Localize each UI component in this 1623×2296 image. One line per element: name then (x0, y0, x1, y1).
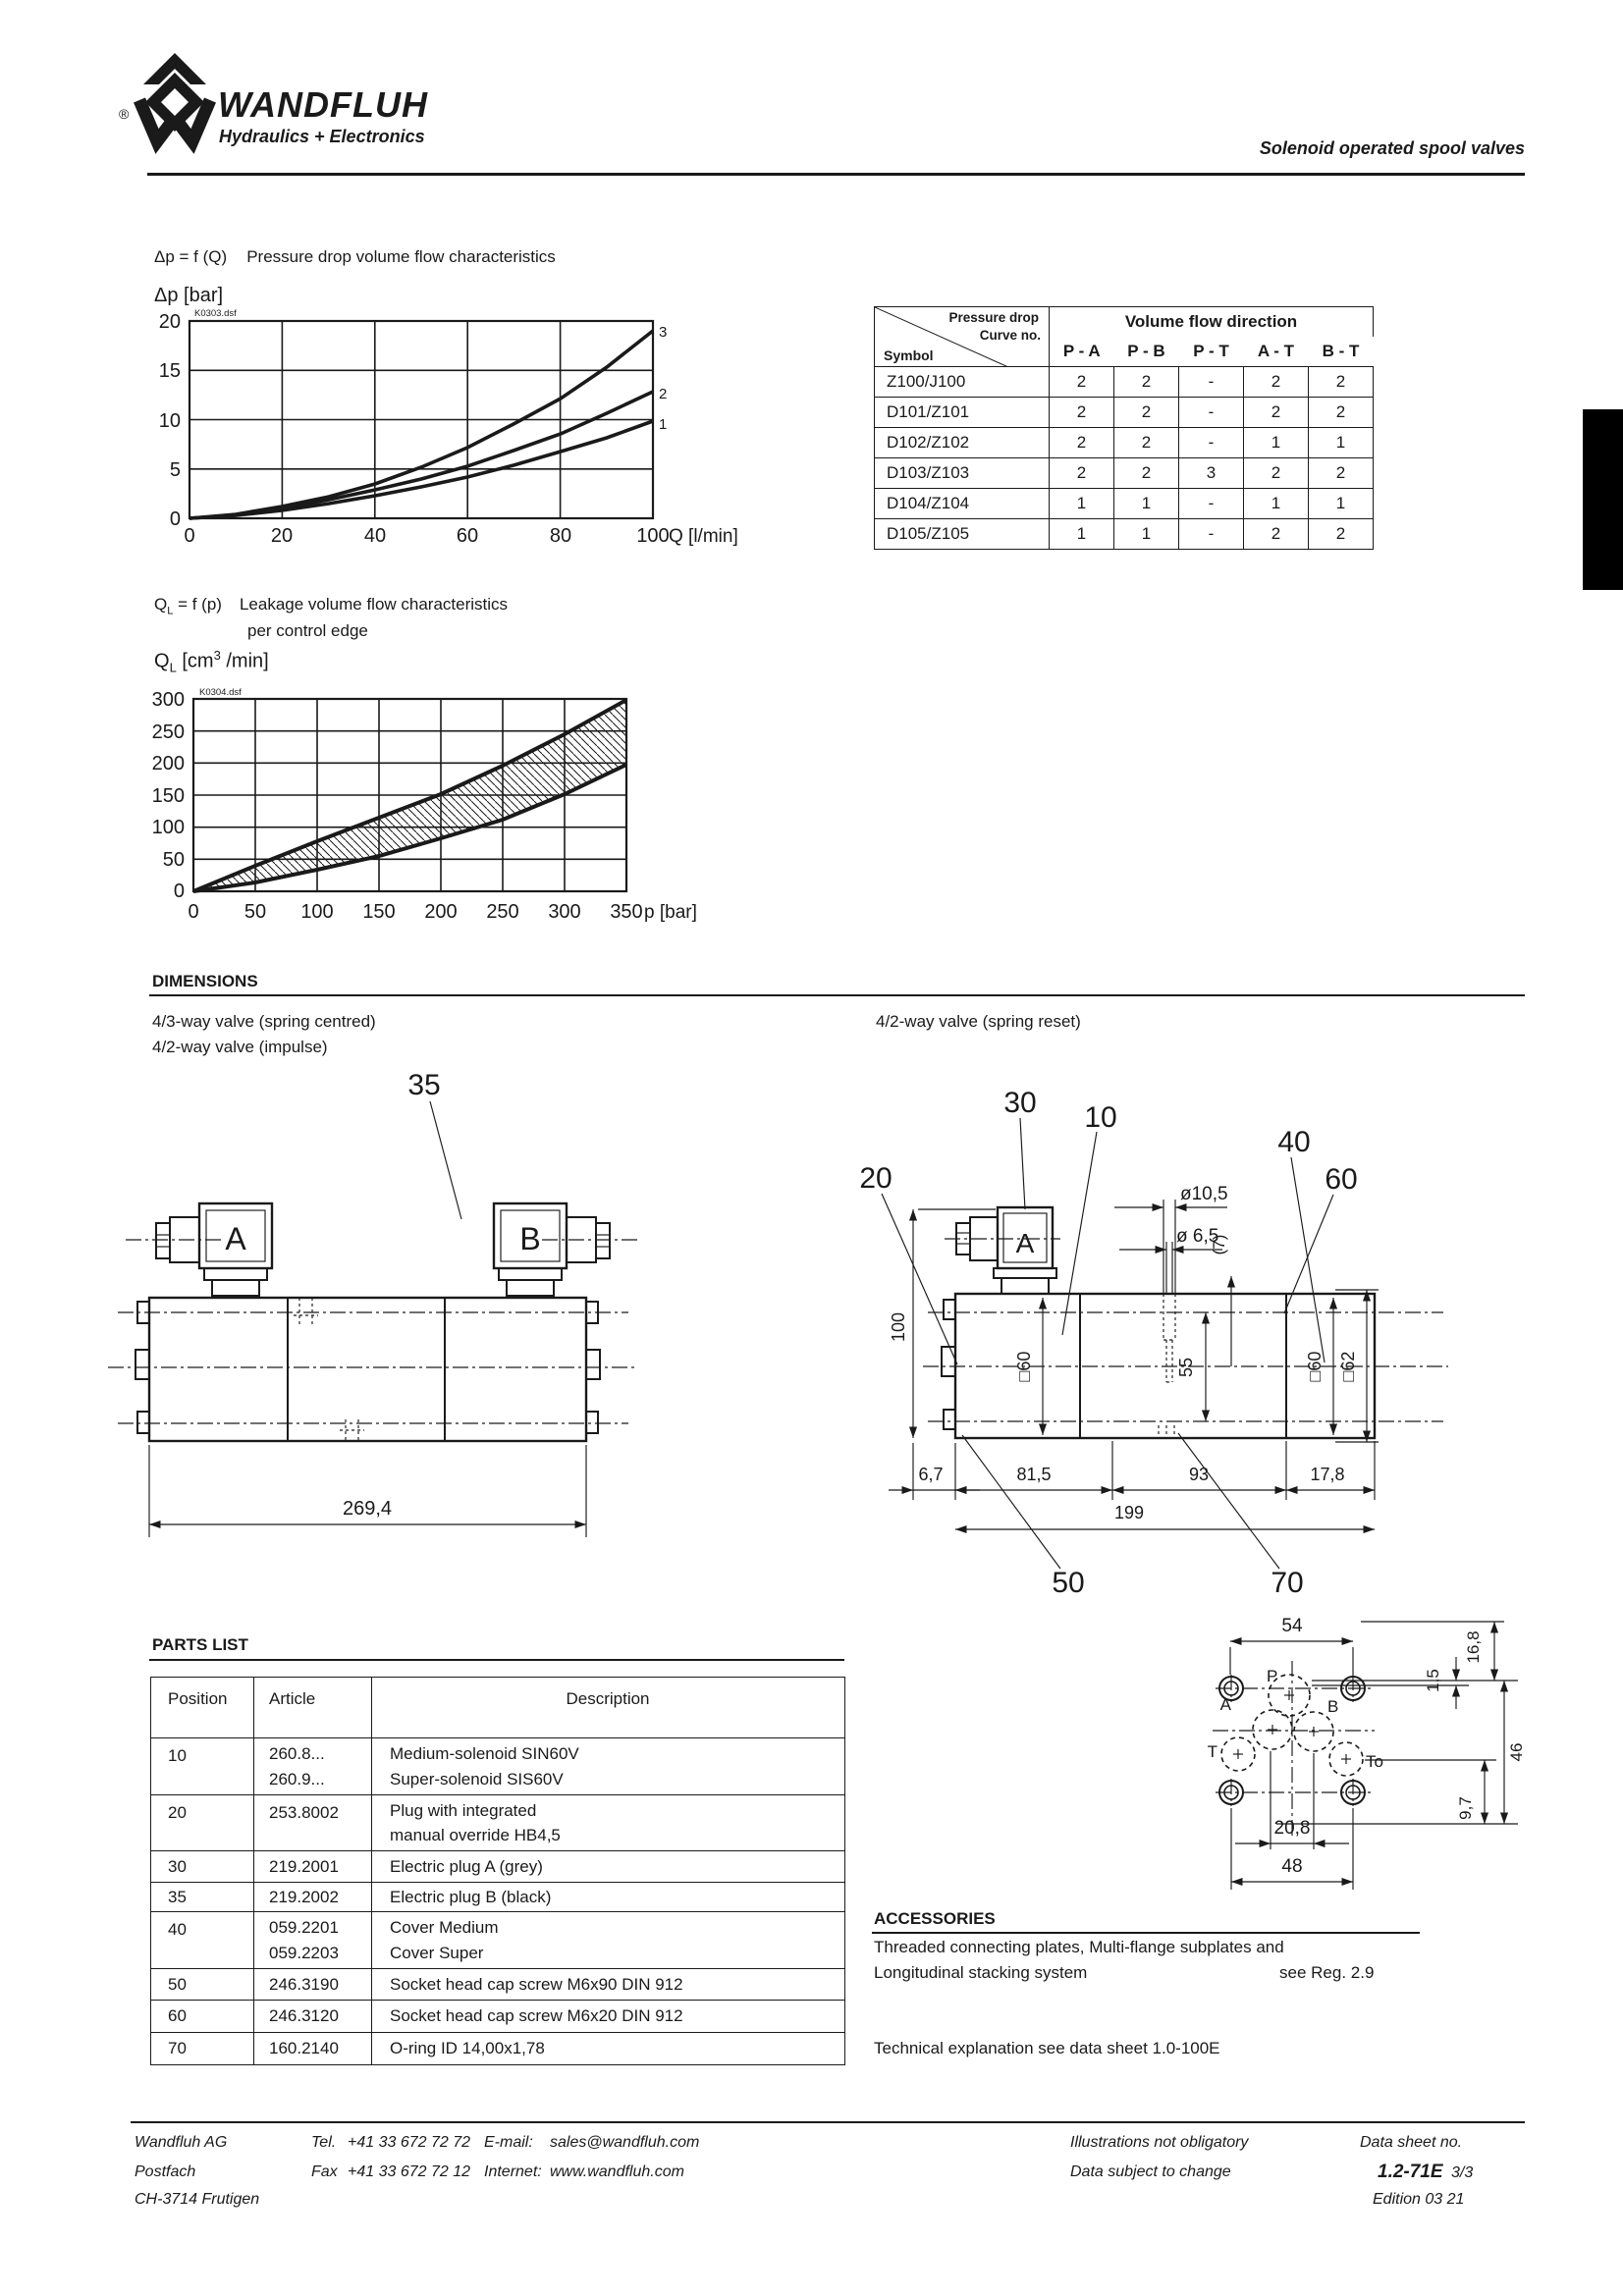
dim-sq60-left: □60 (1014, 1351, 1034, 1382)
parts-row: 20 253.8002 Plug with integrated manual override HB4,5 (151, 1795, 845, 1851)
svg-text:250: 250 (486, 901, 519, 923)
svg-text:50: 50 (162, 849, 185, 871)
x-tick-labels (184, 525, 669, 547)
dim-16-8: 16,8 (1464, 1630, 1483, 1664)
col-description: Description (372, 1678, 845, 1738)
footer-datasheet-label: Data sheet no. (1360, 2134, 1463, 2151)
footer-rule (131, 2121, 1525, 2123)
svg-text:100: 100 (151, 817, 185, 838)
diagonal-header-cell (875, 307, 1050, 367)
footer-tel: +41 33 672 72 72 (348, 2134, 471, 2151)
dim-1-5: 1,5 (1424, 1669, 1442, 1692)
callout-70: 70 (1271, 1567, 1304, 1599)
table-row: D103/Z103 2 2 3 2 2 (875, 458, 1374, 489)
footer-pobox: Postfach (135, 2163, 196, 2180)
svg-text:0: 0 (184, 525, 195, 547)
footer-note1: Illustrations not obligatory (1070, 2134, 1249, 2151)
pressure-chart-title-text: Pressure drop volume flow characteristics (246, 247, 556, 266)
svg-text:40: 40 (363, 525, 387, 547)
diag-label-curve-no: Curve no. (979, 328, 1041, 343)
solenoid-a-label: A (225, 1221, 246, 1256)
footer-note2: Data subject to change (1070, 2163, 1231, 2180)
svg-text:10: 10 (158, 410, 181, 432)
curve-2 (189, 392, 653, 518)
left-valve-drawing (93, 1060, 781, 1571)
dim-6-7: 6,7 (918, 1465, 944, 1484)
footer-email-label: E-mail: (484, 2134, 533, 2151)
dim-269-4: 269,4 (342, 1498, 393, 1520)
footer-email[interactable]: sales@wandfluh.com (550, 2134, 700, 2151)
leakage-chart-title (154, 595, 508, 616)
symbol-cell: D101/Z101 (875, 398, 1050, 428)
port-b-label: B (1327, 1697, 1339, 1716)
valve-body (135, 1298, 600, 1441)
leakage-chart-formula: $Q_L = f$ (p) (154, 595, 222, 617)
diag-label-symbol: Symbol (884, 347, 934, 363)
svg-text:100: 100 (300, 901, 334, 923)
dim-100: 100 (889, 1311, 908, 1343)
dim-48: 48 (1281, 1856, 1303, 1877)
svg-text:150: 150 (151, 785, 185, 807)
group-header: Volume flow direction (1050, 307, 1374, 337)
table-row: D102/Z102 2 2 - 1 1 (875, 428, 1374, 458)
table-row: D105/Z105 1 1 - 2 2 (875, 519, 1374, 550)
solenoid-b-label: B (519, 1221, 541, 1256)
dimensions-heading: DIMENSIONS (152, 972, 258, 990)
svg-text:200: 200 (424, 901, 458, 923)
callout-numbers (859, 1087, 1357, 1599)
y-tick-labels (152, 689, 185, 902)
parts-list-heading: PARTS LIST (152, 1635, 248, 1654)
wandfluh-logo-icon (135, 51, 214, 149)
leakage-chart-plot (128, 677, 795, 937)
dim-54: 54 (1281, 1616, 1303, 1636)
dim-sq62: □62 (1338, 1351, 1358, 1382)
leakage-chart-ylabel: $Q_L$ [$cm^3$ /min] (154, 648, 269, 675)
callout-10: 10 (1084, 1101, 1117, 1134)
svg-text:50: 50 (243, 901, 267, 923)
hole-hidden-lines (1159, 1294, 1175, 1438)
svg-text:300: 300 (151, 689, 185, 711)
dim-depth-7: (7) (1210, 1234, 1228, 1255)
footer-city: CH-3714 Frutigen (135, 2191, 260, 2208)
dim-9-7: 9,7 (1456, 1796, 1475, 1820)
footer-datasheet-no: 1.2-71E (1378, 2162, 1443, 2182)
svg-text:15: 15 (158, 360, 181, 382)
diag-label-pressure-drop: Pressure drop (948, 310, 1039, 325)
callout-50: 50 (1052, 1567, 1085, 1599)
svg-text:60: 60 (456, 525, 479, 547)
svg-text:3: 3 (659, 324, 668, 341)
footer-fax: +41 33 672 72 12 (348, 2163, 471, 2180)
tech-note: Technical explanation see data sheet 1.0-100E (874, 2039, 1220, 2057)
pressure-curves (189, 331, 653, 518)
accessories-line2: Longitudinal stacking system (874, 1963, 1088, 1982)
accessories-see-ref: see Reg. 2.9 (1279, 1963, 1375, 1982)
svg-text:250: 250 (151, 721, 185, 743)
dim-46: 46 (1507, 1742, 1526, 1762)
pressure-chart-formula: Δp = f (Q) (154, 247, 228, 266)
dimensions-rule (149, 994, 1525, 996)
solenoid-a-assembly (956, 1207, 1056, 1294)
brand-subtitle: Hydraulics + Electronics (219, 127, 425, 146)
hole-dimensions (1114, 1184, 1231, 1366)
callout-40: 40 (1277, 1126, 1311, 1158)
symbol-cell: D104/Z104 (875, 489, 1050, 519)
curve-number-labels (659, 324, 667, 433)
footer-internet[interactable]: www.wandfluh.com (550, 2163, 684, 2180)
parts-row: 50 246.3190 Socket head cap screw M6x90 DIN 912 (151, 1969, 845, 2001)
leakage-chart-title-text: Leakage volume flow characteristics (239, 595, 509, 614)
footer-edition: Edition 03 21 (1373, 2191, 1465, 2208)
dim-81-5: 81,5 (1016, 1465, 1052, 1484)
footer-internet-label: Internet: (484, 2163, 542, 2180)
footer-company: Wandfluh AG (135, 2134, 228, 2151)
accessories-line1: Threaded connecting plates, Multi-flange subplates and (874, 1938, 1284, 1956)
dim-93: 93 (1188, 1465, 1210, 1484)
header-rule (147, 173, 1525, 176)
right-valve-drawing (844, 1036, 1571, 1909)
svg-text:350: 350 (610, 901, 643, 923)
y-tick-labels (159, 311, 181, 530)
footprint-drawing (1208, 1616, 1526, 1890)
dim-17-8: 17,8 (1310, 1465, 1345, 1484)
accessories-rule (872, 1932, 1420, 1934)
col-article: Article (254, 1678, 372, 1738)
svg-text:0: 0 (173, 881, 185, 902)
length-dimension (149, 1445, 586, 1537)
page-title: Solenoid operated spool valves (1259, 138, 1525, 158)
col-p-a: P - A (1050, 337, 1114, 367)
footer-datasheet-page: 3/3 (1451, 2164, 1474, 2181)
svg-text:80: 80 (549, 525, 572, 547)
parts-row: 70 160.2140 O-ring ID 14,00x1,78 (151, 2033, 845, 2065)
right-drawing-caption: 4/2-way valve (spring reset) (876, 1012, 1081, 1031)
solenoid-a-label: A (1015, 1228, 1035, 1258)
footer-tel-label: Tel. (311, 2134, 337, 2151)
dim-20-8: 20,8 (1273, 1818, 1311, 1839)
grid-lines (189, 321, 653, 518)
callout-leaders (882, 1118, 1333, 1569)
col-a-t: A - T (1244, 337, 1309, 367)
port-p-label: P (1267, 1667, 1278, 1685)
hidden-detail-lines (294, 1298, 364, 1441)
symbol-cell: D102/Z102 (875, 428, 1050, 458)
svg-text:5: 5 (169, 459, 181, 481)
svg-text:0: 0 (188, 901, 199, 923)
chart-file-ref: K0304.dsf (199, 687, 242, 698)
x-tick-labels (188, 901, 642, 923)
page-index-tab (1583, 409, 1623, 590)
parts-list-table (150, 1677, 845, 2065)
symbol-cell: Z100/J100 (875, 367, 1050, 398)
accessories-heading: ACCESSORIES (874, 1909, 996, 1928)
table-row: D104/Z104 1 1 - 1 1 (875, 489, 1374, 519)
dim-dia-10-5: ø10,5 (1180, 1184, 1228, 1204)
brand-name: WANDFLUH (218, 84, 428, 125)
leakage-chart-xlabel: p [bar] (644, 902, 697, 923)
callout-35: 35 (407, 1069, 441, 1101)
table-row: Z100/J100 2 2 - 2 2 (875, 367, 1374, 398)
table-row: D101/Z101 2 2 - 2 2 (875, 398, 1374, 428)
svg-text:100: 100 (636, 525, 670, 547)
parts-row: 40 059.2201 059.2203 Cover Medium Cover Super (151, 1912, 845, 1969)
callout-60: 60 (1325, 1163, 1358, 1196)
dim-sq60-right: □60 (1305, 1351, 1325, 1382)
svg-text:150: 150 (362, 901, 396, 923)
callout-35-leader (430, 1101, 461, 1219)
symbol-cell: D105/Z105 (875, 519, 1050, 550)
svg-text:2: 2 (659, 386, 668, 402)
port-to-label: To (1366, 1752, 1383, 1771)
pressure-chart-title (154, 247, 556, 267)
col-p-t: P - T (1179, 337, 1244, 367)
horizontal-dimension-chain (889, 1441, 1375, 1529)
svg-text:200: 200 (151, 753, 185, 774)
chart-file-ref: K0303.dsf (194, 308, 237, 319)
col-position: Position (151, 1678, 254, 1738)
svg-text:300: 300 (548, 901, 581, 923)
parts-row: 35 219.2002 Electric plug B (black) (151, 1883, 845, 1912)
parts-row: 30 219.2001 Electric plug A (grey) (151, 1851, 845, 1883)
footer-fax-label: Fax (311, 2163, 338, 2180)
dim-dia-6-5: ø 6,5 (1176, 1226, 1219, 1247)
leakage-chart-title-line2: per control edge (247, 621, 368, 640)
parts-header-row (151, 1678, 845, 1738)
callout-30: 30 (1003, 1087, 1037, 1119)
curve-number-table (874, 306, 1374, 550)
port-a-label: A (1219, 1695, 1231, 1714)
solenoid-b-assembly (494, 1203, 610, 1296)
parts-row: 60 246.3120 Socket head cap screw M6x20 DIN 912 (151, 2001, 845, 2033)
col-b-t: B - T (1309, 337, 1374, 367)
left-drawing-caption1: 4/3-way valve (spring centred) (152, 1012, 376, 1031)
dim-55: 55 (1176, 1357, 1196, 1378)
registered-mark: ® (119, 106, 130, 122)
svg-text:20: 20 (158, 311, 181, 333)
svg-text:0: 0 (169, 508, 181, 530)
port-t-label: T (1207, 1742, 1217, 1761)
callout-20: 20 (859, 1162, 893, 1195)
symbol-cell: D103/Z103 (875, 458, 1050, 489)
footprint-centerlines (1213, 1661, 1375, 1838)
pressure-chart-ylabel: Δp [bar] (154, 285, 224, 306)
svg-text:1: 1 (659, 416, 668, 433)
dim-199: 199 (1113, 1503, 1145, 1522)
parts-row: 10 260.8... 260.9... Medium-solenoid SIN60V Super-solenoid SIS60V (151, 1738, 845, 1795)
parts-list-rule (149, 1659, 844, 1661)
col-p-b: P - B (1114, 337, 1179, 367)
solenoid-a-assembly (156, 1203, 272, 1296)
pressure-chart-plot (128, 294, 795, 569)
svg-text:20: 20 (270, 525, 294, 547)
pressure-chart-xlabel: Q [l/min] (669, 526, 738, 547)
left-drawing-caption2: 4/2-way valve (impulse) (152, 1038, 328, 1056)
centerlines (923, 1239, 1448, 1421)
